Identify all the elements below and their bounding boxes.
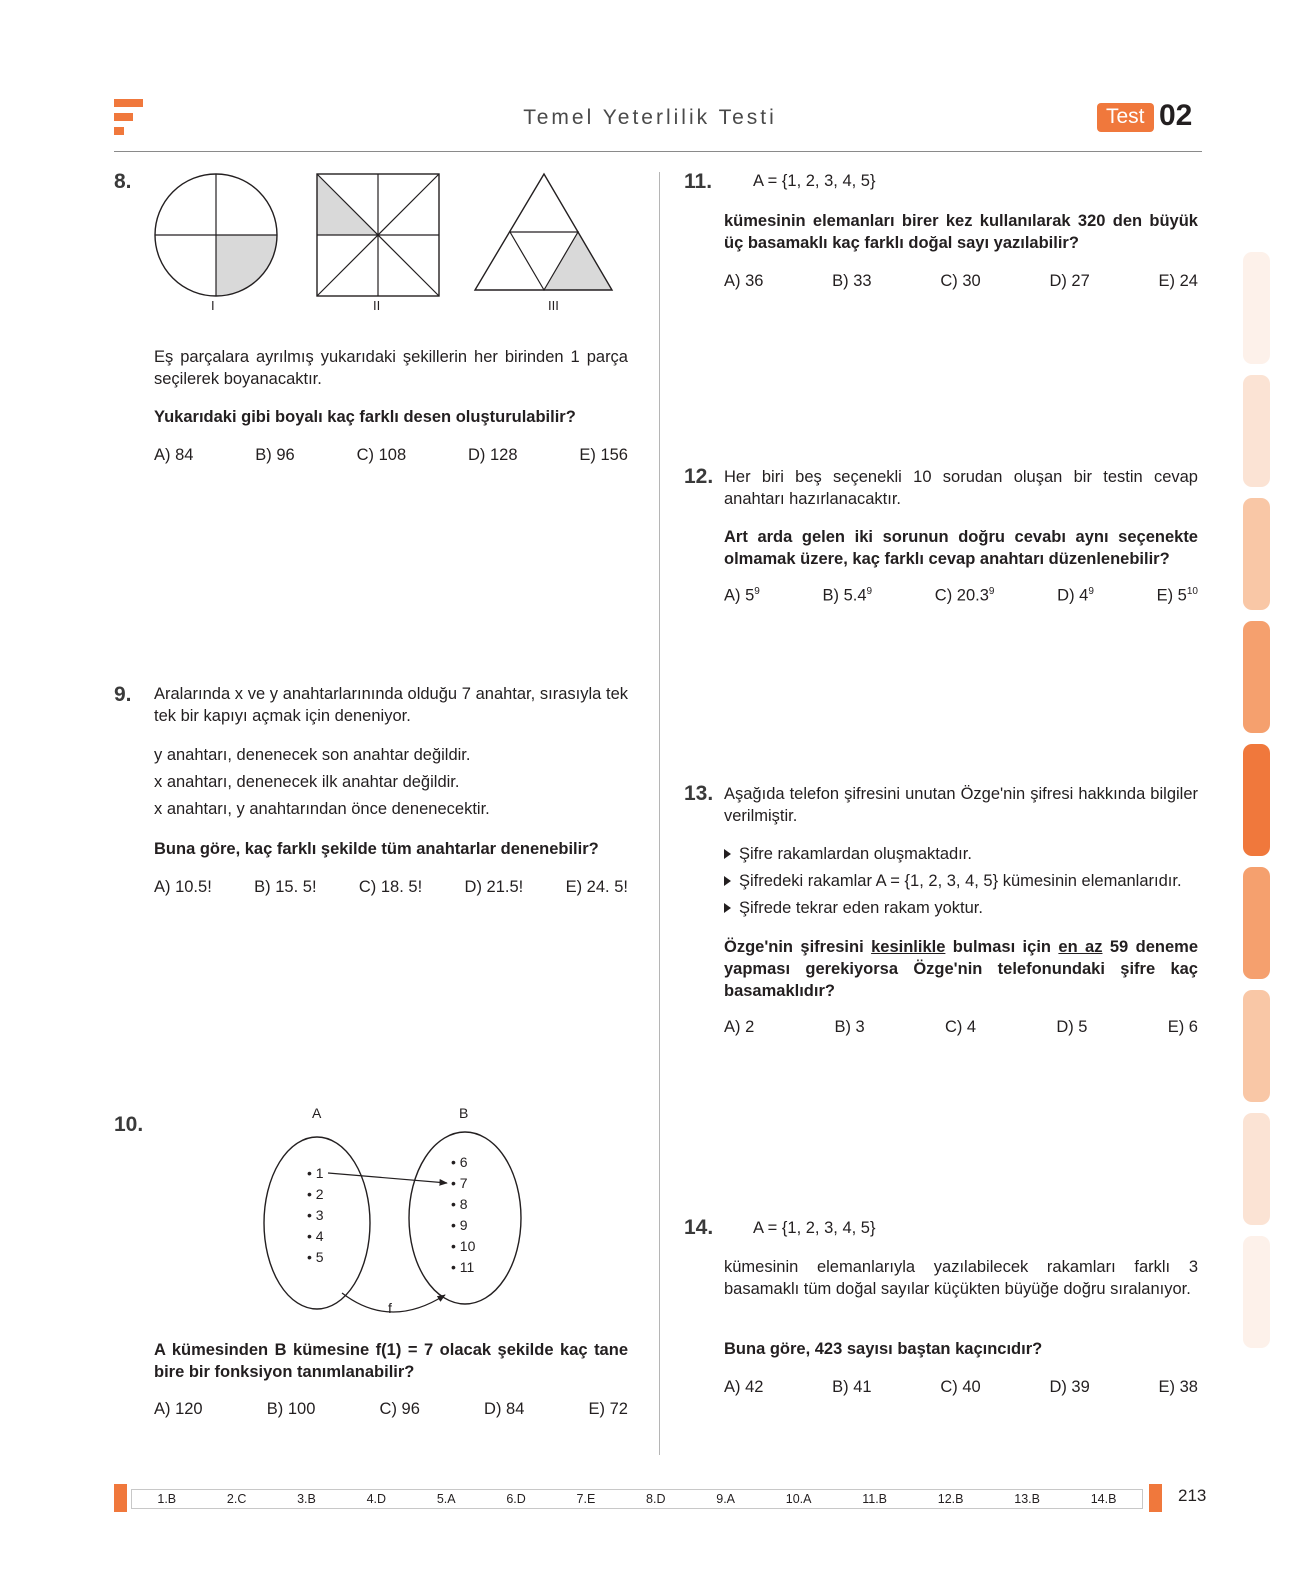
element: • 4 [307, 1228, 324, 1244]
option-c[interactable]: C) 4 [944, 1018, 977, 1036]
answer-7: 7.E [576, 1492, 596, 1506]
side-tab-4 [1243, 621, 1270, 733]
side-tab-2 [1243, 375, 1270, 487]
triangle-bullet-icon [724, 903, 731, 913]
answer-1: 1.B [157, 1492, 177, 1506]
option-a[interactable]: A) 2 [724, 1018, 755, 1036]
shaded-quarter [216, 235, 277, 296]
option-c[interactable]: C) 30 [940, 272, 981, 290]
option-b-base: B) 5.4 [822, 586, 867, 605]
option-b[interactable]: B) 3 [834, 1018, 865, 1036]
option-a[interactable] [724, 586, 760, 606]
bullet-3 [724, 897, 983, 919]
condition-1: y anahtarı, denenecek son anahtar değildir. [154, 746, 471, 764]
option-d-base: D) 4 [1057, 586, 1089, 605]
element: • 11 [451, 1259, 475, 1275]
side-tab-8 [1243, 1113, 1270, 1225]
question-8-text: Eş parçalara ayrılmış yukarıdaki şekillerin her birinden 1 parça seçilerek boyanacaktır. [154, 348, 628, 388]
question-8-number: 8. [114, 170, 132, 193]
question-13-text: Aşağıda telefon şifresini unutan Özge'nin şifresi hakkında bilgiler verilmiştir. [724, 785, 1198, 825]
answer-key-left-mark [114, 1484, 127, 1512]
option-e[interactable]: E) 6 [1167, 1018, 1198, 1036]
page-number: 213 [1178, 1486, 1207, 1505]
element: • 1 [307, 1165, 324, 1181]
figure-label-i: I [211, 298, 215, 313]
option-d-exponent: 9 [1088, 586, 1094, 597]
answer-2: 2.C [226, 1492, 247, 1506]
question-14-prompt: Buna göre, 423 sayısı baştan kaçıncıdır? [724, 1340, 1043, 1358]
question-13-number: 13. [684, 782, 714, 805]
element: • 3 [307, 1207, 324, 1223]
question-14-number: 14. [684, 1216, 714, 1239]
option-c[interactable]: C) 108 [356, 446, 407, 464]
logo-bar-middle [114, 113, 133, 121]
question-10-number: 10. [114, 1113, 144, 1136]
element: • 10 [451, 1238, 476, 1254]
option-d[interactable]: D) 5 [1056, 1018, 1088, 1036]
option-e[interactable]: E) 24. 5! [565, 878, 628, 896]
option-a-exponent: 9 [754, 586, 760, 597]
question-8-options [154, 446, 628, 465]
prompt-underlined: en az [1058, 938, 1103, 956]
figure-square [317, 174, 439, 296]
set-a-elements [307, 1163, 324, 1268]
prompt-underlined: kesinlikle [871, 938, 946, 956]
answer-6: 6.D [506, 1492, 526, 1506]
answer-10: 10.A [785, 1492, 812, 1506]
option-e[interactable]: E) 72 [588, 1400, 628, 1418]
option-d[interactable]: D) 27 [1049, 272, 1090, 290]
option-c[interactable] [935, 586, 995, 606]
question-8-figures [150, 170, 630, 300]
test-badge: Test [1097, 103, 1154, 132]
question-12-number: 12. [684, 465, 714, 488]
test-number: 02 [1159, 99, 1193, 132]
option-a[interactable]: A) 36 [724, 272, 764, 290]
option-d[interactable]: D) 128 [467, 446, 518, 464]
prompt-part: Özge'nin şifresini [724, 938, 872, 956]
shaded-small-triangle [544, 232, 612, 290]
function-arrow [342, 1293, 445, 1312]
question-9-prompt: Buna göre, kaç farklı şekilde tüm anahtarlar denenebilir? [154, 840, 599, 858]
question-12-prompt: Art arda gelen iki sorunun doğru cevabı aynı seçenekte olmamak üzere, kaç farklı cevap anahtarı düzenlenebilir? [724, 528, 1198, 568]
set-a-label: A [312, 1105, 322, 1121]
answer-14: 14.B [1090, 1492, 1117, 1506]
option-c-base: C) 20.3 [934, 586, 989, 605]
option-a[interactable]: A) 42 [724, 1378, 764, 1396]
logo-bar-top [114, 99, 143, 107]
question-10-prompt: A kümesinden B kümesine f(1) = 7 olacak şekilde kaç tane bire bir fonksiyon tanımlanabilir? [154, 1341, 628, 1381]
answer-key-right-mark [1149, 1484, 1162, 1512]
question-9-options [154, 878, 628, 897]
option-e[interactable]: E) 156 [579, 446, 628, 464]
answer-key [131, 1489, 1143, 1509]
option-b-exponent: 9 [866, 586, 873, 597]
question-10-options [154, 1400, 628, 1419]
side-tab-6 [1243, 867, 1270, 979]
option-b[interactable]: B) 100 [266, 1400, 316, 1418]
option-c[interactable]: C) 40 [940, 1378, 981, 1396]
option-b[interactable]: B) 15. 5! [254, 878, 317, 896]
element: • 6 [451, 1154, 468, 1170]
option-b[interactable] [823, 586, 873, 606]
triangle-bullet-icon [724, 876, 731, 886]
option-c[interactable]: C) 96 [379, 1400, 420, 1418]
page-title: Temel Yeterlilik Testi [523, 106, 777, 129]
triangle-bullet-icon [724, 849, 731, 859]
answer-5: 5.A [436, 1492, 456, 1506]
side-tab-5 [1243, 744, 1270, 856]
figure-label-iii: III [548, 298, 559, 313]
option-c-exponent: 9 [988, 586, 995, 597]
answer-9: 9.A [716, 1492, 736, 1506]
bullet-text: Şifredeki rakamlar A = {1, 2, 3, 4, 5} kümesinin elemanlarıdır. [739, 872, 1182, 890]
option-e-exponent: 10 [1186, 586, 1198, 597]
option-e[interactable] [1157, 586, 1198, 606]
prompt-part: bulması için [945, 938, 1059, 956]
condition-3: x anahtarı, y anahtarından önce denenecektir. [154, 800, 490, 818]
mapping-arrow [328, 1173, 447, 1183]
answer-4: 4.D [366, 1492, 387, 1506]
answer-3: 3.B [297, 1492, 316, 1506]
answer-8: 8.D [646, 1492, 666, 1506]
header-rule [114, 151, 1202, 152]
element: • 9 [451, 1217, 468, 1233]
bullet-1 [724, 843, 972, 865]
set-b-elements [451, 1152, 475, 1278]
option-a[interactable]: A) 84 [154, 446, 194, 464]
question-14-options [724, 1378, 1198, 1397]
question-12-options [724, 586, 1198, 606]
function-label: f [388, 1300, 392, 1316]
function-diagram [250, 1105, 530, 1330]
logo-bar-bottom [114, 127, 124, 135]
option-e[interactable]: E) 24 [1158, 272, 1198, 290]
bullet-2 [724, 870, 1182, 892]
side-tab-9 [1243, 1236, 1270, 1348]
condition-2: x anahtarı, denenecek ilk anahtar değildir. [154, 773, 460, 791]
bullet-text: Şifre rakamlardan oluşmaktadır. [739, 845, 972, 863]
option-b[interactable]: B) 33 [832, 272, 872, 290]
side-tab-1 [1243, 252, 1270, 364]
option-e[interactable]: E) 38 [1158, 1378, 1198, 1396]
column-divider [659, 172, 660, 1455]
option-e-base: E) 5 [1156, 586, 1187, 605]
option-c[interactable]: C) 18. 5! [358, 878, 423, 896]
element: • 2 [307, 1186, 324, 1202]
question-8-prompt: Yukarıdaki gibi boyalı kaç farklı desen oluşturulabilir? [154, 408, 576, 426]
bullet-text: Şifrede tekrar eden rakam yoktur. [739, 899, 983, 917]
option-a[interactable]: A) 120 [154, 1400, 203, 1418]
set-b-label: B [459, 1105, 469, 1121]
option-d[interactable]: D) 84 [484, 1400, 525, 1418]
question-9-text: Aralarında x ve y anahtarlarınında olduğu 7 anahtar, sırasıyla tek tek bir kapıyı açmak için deneniyor. [154, 685, 628, 725]
question-13-prompt [724, 936, 1198, 1002]
option-d[interactable]: D) 39 [1049, 1378, 1090, 1396]
side-tab-7 [1243, 990, 1270, 1102]
answer-13: 13.B [1014, 1492, 1040, 1506]
option-b[interactable]: B) 41 [832, 1378, 872, 1396]
side-tab-3 [1243, 498, 1270, 610]
answer-12: 12.B [937, 1492, 964, 1506]
option-d[interactable]: D) 21.5! [464, 878, 524, 896]
option-b[interactable]: B) 96 [255, 446, 295, 464]
element: • 7 [451, 1175, 468, 1191]
option-d[interactable] [1057, 586, 1094, 606]
prompt-part: 59 deneme yapması gerekiyorsa Özge'nin telefonundaki şifre kaç basamaklıdır? [724, 938, 1198, 1000]
question-14-set: A = {1, 2, 3, 4, 5} [753, 1219, 876, 1237]
question-11-set: A = {1, 2, 3, 4, 5} [753, 172, 876, 190]
option-a-base: A) 5 [724, 586, 755, 605]
question-11-options [724, 272, 1198, 291]
figure-label-ii: II [373, 298, 381, 313]
question-14-text: kümesinin elemanlarıyla yazılabilecek rakamları farklı 3 basamaklı tüm doğal sayılar küçükten büyüğe doğru sıralanıyor. [724, 1258, 1198, 1298]
figure-circle [155, 174, 277, 296]
question-12-text: Her biri beş seçenekli 10 sorudan oluşan bir testin cevap anahtarı hazırlanacaktır. [724, 468, 1198, 508]
question-13-options [724, 1018, 1198, 1037]
element: • 8 [451, 1196, 468, 1212]
question-11-number: 11. [684, 170, 713, 193]
element: • 5 [307, 1249, 324, 1265]
answer-11: 11.B [862, 1492, 888, 1506]
figure-triangle [475, 174, 612, 290]
option-a[interactable]: A) 10.5! [154, 878, 212, 896]
question-11-prompt: kümesinin elemanları birer kez kullanılarak 320 den büyük üç basamaklı kaç farklı doğal sayı yazılabilir? [724, 212, 1198, 252]
question-9-number: 9. [114, 683, 132, 706]
